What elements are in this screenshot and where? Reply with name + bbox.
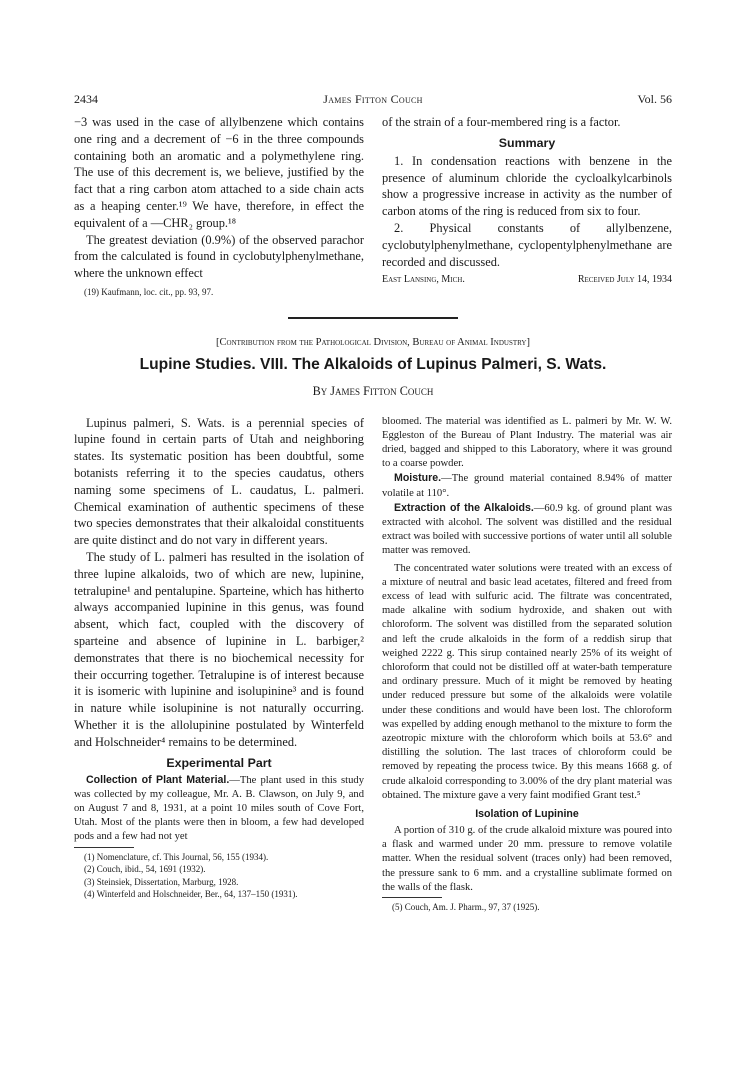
signature-line <box>382 274 672 285</box>
paragraph-text: —The ground material contained 8.94% of matter volatile at 110°. <box>382 473 672 499</box>
paragraph: of the strain of a four-membered ring is a factor. <box>382 115 621 129</box>
journal-page <box>74 92 672 914</box>
footnote: (3) Steinsiek, Dissertation, Marburg, 1928. <box>84 876 239 887</box>
page-header <box>74 92 672 110</box>
footnote: (2) Couch, ibid., 54, 1691 (1932). <box>84 864 206 875</box>
page-number: 2434 <box>74 92 98 106</box>
paragraph: −3 was used in the case of allylbenzene which contains one ring and a decrement of −6 in the three compounds containing both an aromatic and a polymethylene ring. The use of this decrement is, we believe, justified by the fact that a ring carbon atom attached to a side chain acts as a heaping center.¹⁹ We have, therefore, in effect the equivalent of a —CHR₂ group.¹⁸ <box>74 115 364 230</box>
footnote: (5) Couch, Am. J. Pharm., 97, 37 (1925). <box>392 902 540 913</box>
author-location: East Lansing, Mich. <box>382 274 465 286</box>
volume-number: Vol. 56 <box>637 92 672 106</box>
summary-item: 2. Physical constants of allylbenzene, cyclobutylphenylmethane, cyclopentylphenylmethane are recorded and discussed. <box>382 220 672 269</box>
paragraph <box>382 471 672 500</box>
footnote: (4) Winterfeld and Holschneider, Ber., 64, 137–150 (1931). <box>84 889 298 900</box>
experimental-heading: Experimental Part <box>166 755 272 770</box>
body-columns <box>74 415 672 914</box>
run-in-heading: Extraction of the Alkaloids. <box>394 501 534 514</box>
body-right-column <box>382 415 672 914</box>
paragraph-text: —60.9 kg. of ground plant was extracted with alcohol. The solvent was distilled and the residual extract was boiled with successive portions of water until all soluble matter was removed. <box>382 502 672 557</box>
paragraph: The study of L. palmeri has resulted in the isolation of three lupine alkaloids, two of which are new, lupinine, tetralupine¹ and pentalupine. Sparteine, which has hitherto always accompanied lupinine in this genus, was found absent, which fact, coupled with the discovery of sparteine and absence of lupinine in L. barbiger,² demonstrates that there is no biochemical necessity for their occurring together. Tetralupine is of interest because it is isomeric with lupinine and isolupinine³ and is found in nature while isolupinine is not naturally occurring. Whether it is the allolupinine postulated by Winterfeld and Holschneider⁴ remains to be determined. <box>74 549 364 749</box>
paragraph: A portion of 310 g. of the crude alkaloid mixture was poured into a flask and warmed under 20 mm. pressure to remove volatile matter. When the residual solvent (traces only) had been removed, the pressure sank to 6 mm. and a crystalline sublimate formed on the walls of the flask. <box>382 825 672 893</box>
paragraph: The greatest deviation (0.9%) of the observed parachor from the calculated is found in cyclobutylphenylmethane, where the unknown effect <box>74 232 364 281</box>
received-date: Received July 14, 1934 <box>577 274 672 286</box>
paragraph: Lupinus palmeri, S. Wats. is a perennial species of lupine found in certain parts of Utah and neighboring states. Its systematic position has been doubtful, some botanists referring it to the species caudatus, others naming some specimens of L. caudatus, L. palmeri. Chemical examination of authentic specimens of these two species demonstrates that their alkaloidal constituents are quite distinct and do not vary in different years. <box>74 415 364 548</box>
paragraph: bloomed. The material was identified as L. palmeri by Mr. W. W. Eggleston of the Bureau of Plant Industry. The material was air dried, bagged and shipped to this Laboratory, where it was ground to a coarse powder. <box>382 415 672 470</box>
summary-heading: Summary <box>498 135 556 150</box>
top-columns <box>74 114 672 299</box>
footnote: (1) Nomenclature, cf. This Journal, 56, 155 (1934). <box>84 851 269 862</box>
paragraph <box>382 501 672 559</box>
run-in-heading: Moisture. <box>394 472 442 485</box>
footnote: (19) Kaufmann, loc. cit., pp. 93, 97. <box>84 286 214 297</box>
author-byline: By James Fitton Couch <box>312 383 434 398</box>
body-left-column <box>74 415 364 914</box>
isolation-heading: Isolation of Lupinine <box>475 808 579 821</box>
article-title: Lupine Studies. VIII. The Alkaloids of Lupinus Palmeri, S. Wats. <box>139 355 607 373</box>
running-title: James Fitton Couch <box>323 92 423 106</box>
summary-item: 1. In condensation reactions with benzene in the presence of aluminum chloride the cycloalkylcarbinols show a progressive increase in activity as the number of carbon atoms of the ring is reduced from six to four. <box>382 153 672 219</box>
contribution-line: [Contribution from the Pathological Division, Bureau of Animal Industry] <box>216 336 530 348</box>
top-left-column <box>74 114 364 299</box>
top-right-column <box>382 114 672 299</box>
footnote-rule <box>74 847 134 848</box>
section-divider <box>288 317 458 319</box>
paragraph <box>74 773 364 845</box>
footnote-rule <box>382 897 442 898</box>
run-in-heading: Collection of Plant Material. <box>86 773 230 786</box>
paragraph: The concentrated water solutions were treated with an excess of a mixture of neutral and basic lead acetates, filtered and freed from excess of lead with sulfuric acid. The filtrate was concentrated, made alkaline with sodium hydroxide, and shaken out with chloroform. The solvent was distilled from the separated solution and left the crude alkaloids in the form of a reddish sirup that weighed 2222 g. This sirup contained nearly 25% of its weight of chloroform that could not be distilled off at water-bath temperature and ordinary pressure. Much of it might be removed by heating under reduced pressure but some of the alkaloids were volatile under these conditions and would have been lost. The chloroform was expelled by adding enough methanol to the mixture to form the azeotropic mixture with the chloroform which boils at 53.6° and distilling the solution. The last traces of chloroform could be removed by repeating the process twice. By this means 1668 g. of crude alkaloid corresponding to 3.00% of the dry plant material was obtained. The mixture gave a very faint modified Grant test.⁵ <box>382 562 672 801</box>
paragraph-text: —The plant used in this study was collected by my colleague, Mr. A. B. Clawson, on July 9, and on August 7 and 8, 1931, at a point 10 miles south of Cove Fort, Utah. Most of the plants were then in bloom, a few had developed pods and a few had not yet <box>74 774 364 843</box>
